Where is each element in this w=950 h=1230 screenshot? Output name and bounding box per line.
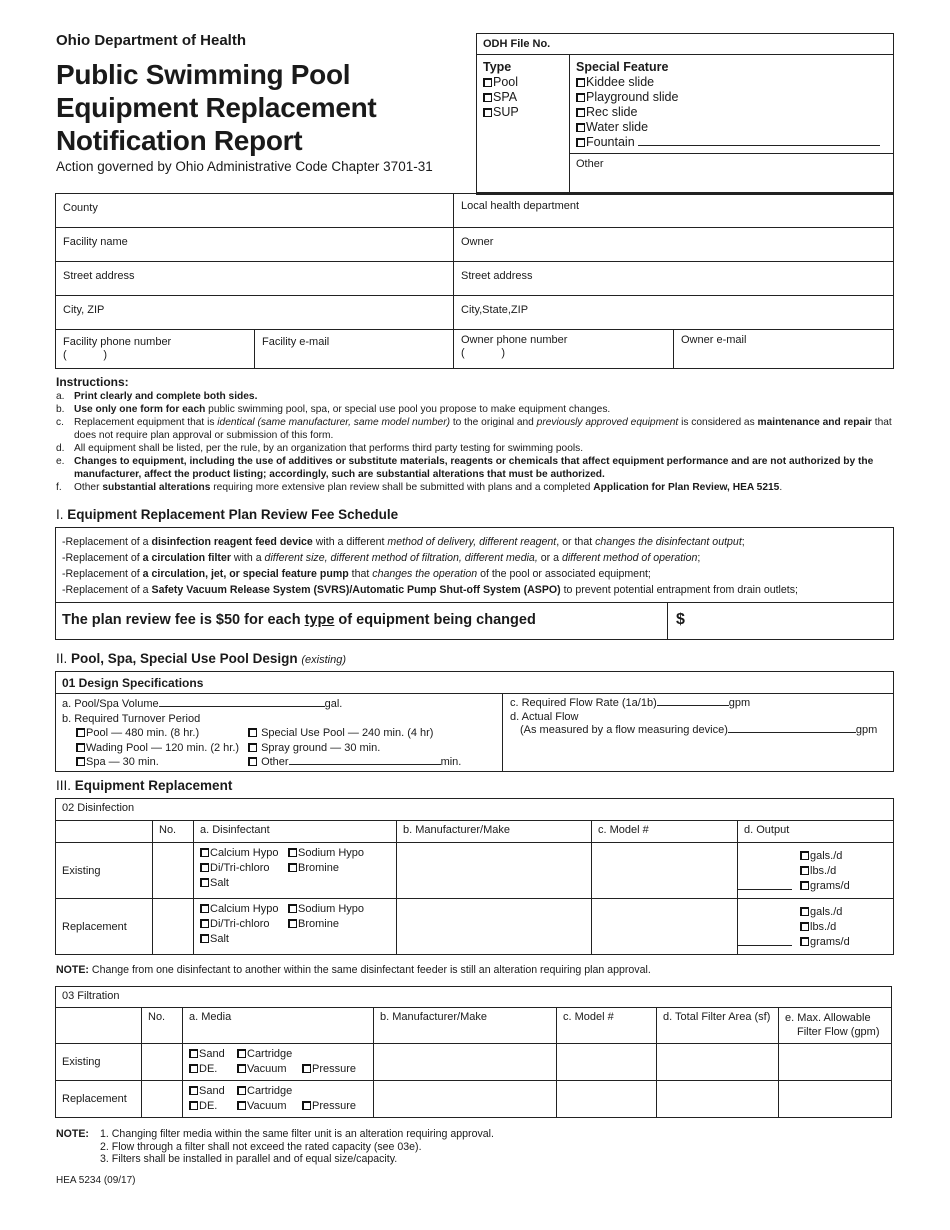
fee-statement — [56, 603, 668, 640]
design-left — [56, 694, 503, 772]
t: Calcium Hypo — [210, 847, 279, 859]
type-group — [477, 55, 570, 193]
turnover-left — [62, 726, 248, 770]
t: Application for Plan Review, HEA 5215 — [593, 482, 780, 493]
facility-email-field[interactable]: Facility e-mail — [255, 330, 454, 368]
checkbox-icon[interactable] — [483, 78, 492, 87]
type-spa[interactable] — [483, 90, 563, 105]
city-zip-left[interactable]: City, ZIP — [56, 296, 454, 329]
design-spec-title: 01 Design Specifications — [56, 672, 893, 694]
t: Safety Vacuum Release System (SVRS)/Automatic Pump Shut-off System (ASPO) — [151, 584, 561, 596]
checkbox-icon[interactable] — [200, 904, 209, 913]
t: Cartridge — [247, 1085, 293, 1097]
pool-volume-row — [62, 697, 496, 712]
disinfection-table — [55, 798, 894, 955]
t: Bromine — [298, 862, 339, 874]
sf-label: Fountain — [586, 135, 635, 149]
type-spa-label: SPA — [493, 90, 518, 104]
t: Sodium Hypo — [298, 847, 365, 859]
checkbox-icon[interactable] — [288, 904, 297, 913]
phone-parens: ( ) — [461, 347, 505, 359]
t: Salt — [210, 933, 229, 945]
model-cell[interactable] — [557, 1081, 657, 1118]
county-field[interactable]: County — [56, 194, 454, 227]
col-no: No. — [142, 1008, 183, 1044]
t: a circulation, jet, or special feature pump — [142, 568, 349, 580]
instruction-text: Changes to equipment, including the use of additives or substitute materials, reagents or chemicals that affect equipment performance and are not authorized by the manufacturer, affect the product listing; accordingly, such are substantial alterations that must be authorized. — [74, 456, 874, 480]
t: or a — [537, 552, 562, 564]
t: Pressure — [312, 1063, 357, 1075]
sf-label: Water slide — [586, 120, 649, 134]
manufacturer-cell[interactable] — [374, 1081, 557, 1118]
t: Calcium Hypo — [210, 903, 279, 915]
form-id: HEA 5234 (09/17) — [56, 1175, 136, 1186]
filtration-table — [55, 986, 892, 1118]
t: Spa — 30 min. — [86, 756, 159, 768]
instructions-heading: Instructions: — [56, 375, 129, 389]
checkbox-icon[interactable] — [237, 1101, 246, 1110]
max-flow-cell[interactable] — [779, 1081, 892, 1118]
type-sup[interactable] — [483, 105, 563, 120]
fee-amount-field[interactable]: $ — [676, 611, 685, 628]
actual-flow-row — [510, 724, 887, 738]
checkbox-icon[interactable] — [800, 937, 809, 946]
info-row — [56, 228, 893, 262]
disinfection-row-existing — [56, 843, 894, 899]
model-cell[interactable] — [557, 1044, 657, 1081]
title-line-2: Equipment Replacement — [56, 92, 377, 123]
col-blank — [56, 821, 153, 843]
instruction-e: e. Changes to equipment, including the use of additives or substitute materials, reagents or chemicals that affect equipment performance and are not authorized by the manufacturer, affect the product listing; accordingly, such are substantial alterations that must be authorized. — [56, 455, 896, 481]
col-media: a. Media — [183, 1008, 374, 1044]
filtration-title: 03 Filtration — [56, 987, 892, 1008]
checkbox-icon[interactable] — [576, 138, 585, 147]
t: Other — [261, 756, 289, 768]
manufacturer-cell[interactable] — [397, 843, 592, 899]
output-input[interactable] — [738, 889, 792, 890]
section-num: I. — [56, 507, 64, 522]
row-label: Replacement — [56, 899, 153, 955]
instruction-text: All equipment shall be listed, per the rule, by an organization that performs third party testing for swimming pools. — [74, 443, 584, 454]
sf-label: Playground slide — [586, 90, 679, 104]
sf-label: Rec slide — [586, 105, 638, 119]
checkbox-icon[interactable] — [576, 78, 585, 87]
checkbox-icon[interactable] — [800, 922, 809, 931]
t: (As measured by a flow measuring device) — [520, 724, 728, 736]
section-num: III. — [56, 778, 72, 793]
t: Pressure — [312, 1100, 357, 1112]
checkbox-icon[interactable] — [800, 866, 809, 875]
info-row — [56, 330, 893, 368]
fee-rule-2 — [62, 550, 887, 566]
t: lbs./d — [810, 865, 837, 877]
turnover-label: b. Required Turnover Period — [62, 712, 201, 725]
t: Cartridge — [247, 1048, 293, 1060]
filter-area-cell[interactable] — [657, 1044, 779, 1081]
checkbox-icon[interactable] — [302, 1101, 311, 1110]
type-pool[interactable] — [483, 75, 563, 90]
t: method of delivery, different reagent — [387, 536, 557, 548]
section-2-heading — [56, 651, 346, 666]
disinfectant-options — [194, 843, 397, 899]
checkbox-icon[interactable] — [483, 108, 492, 117]
type-pool-label: Pool — [493, 75, 519, 89]
instruction-a: a. Print clearly and complete both sides. — [56, 391, 258, 402]
col-model: c. Model # — [592, 821, 738, 843]
info-row — [56, 296, 893, 330]
t: ; — [741, 536, 745, 548]
model-cell[interactable] — [592, 843, 738, 899]
manufacturer-cell[interactable] — [374, 1044, 557, 1081]
output-input[interactable] — [738, 945, 792, 946]
t: previously approved equipment — [536, 417, 679, 428]
t: Wading Pool — 120 min. (2 hr.) — [86, 741, 240, 754]
t: Sand — [199, 1085, 225, 1097]
t: different size, different method of filtration, different media, — [264, 552, 538, 564]
filtration-row-existing — [56, 1044, 892, 1081]
facility-phone-label: Facility phone number — [63, 336, 172, 348]
col-output: d. Output — [738, 821, 894, 843]
checkbox-icon[interactable] — [200, 878, 209, 887]
no-cell[interactable] — [142, 1081, 183, 1118]
notes-list — [100, 1128, 494, 1166]
actual-flow-input[interactable] — [728, 732, 856, 733]
col-disinfectant: a. Disinfectant — [194, 821, 397, 843]
t: Di/Tri-chloro — [210, 862, 270, 874]
section-title: Equipment Replacement — [74, 778, 233, 793]
checkbox-icon[interactable] — [189, 1101, 198, 1110]
checkbox-icon[interactable] — [76, 743, 85, 752]
t: identical (same manufacturer, same model number) — [217, 417, 450, 428]
odh-file-no[interactable]: ODH File No. — [477, 34, 893, 55]
col-manufacturer: b. Manufacturer/Make — [374, 1008, 557, 1044]
t: Replacement equipment that is — [74, 417, 218, 428]
info-row — [56, 194, 893, 228]
t: lbs./d — [810, 921, 837, 933]
t: Di/Tri-chloro — [210, 918, 270, 930]
note-label: NOTE: — [56, 964, 89, 976]
owner-email-field[interactable]: Owner e-mail — [681, 334, 747, 346]
t: to the original and — [450, 417, 537, 428]
row-label: Existing — [56, 1044, 142, 1081]
t: Other — [74, 482, 103, 493]
t: e. Max. Allowable — [785, 1012, 871, 1024]
section-num: II. — [56, 651, 68, 666]
checkbox-icon[interactable] — [483, 93, 492, 102]
section-note: (existing) — [301, 654, 346, 666]
owner-field[interactable]: Owner — [461, 236, 494, 248]
col-model: c. Model # — [557, 1008, 657, 1044]
t: Special Use Pool — 240 min. (4 hr) — [261, 727, 434, 739]
checkbox-icon[interactable] — [76, 757, 85, 766]
t: changes the operation — [372, 568, 478, 580]
local-health-field[interactable]: Local health department — [461, 200, 580, 212]
note-item: 3. Filters shall be installed in parallel and of equal size/capacity. — [100, 1153, 398, 1165]
filtration-row-replacement — [56, 1081, 892, 1118]
sf-fountain[interactable] — [576, 135, 887, 150]
fee-rule-3 — [62, 566, 887, 582]
info-row — [56, 262, 893, 296]
t: gpm — [728, 697, 751, 709]
type-label: Type — [483, 60, 512, 74]
checkbox-icon[interactable] — [800, 881, 809, 890]
instruction-text: Print clearly and complete both sides. — [74, 391, 258, 402]
facility-info-table — [55, 193, 894, 369]
fee-row — [56, 603, 893, 640]
department-name: Ohio Department of Health — [56, 32, 247, 49]
note-text: Change from one disinfectant to another within the same disinfectant feeder is still an alteration requiring plan approval. — [88, 964, 651, 976]
model-cell[interactable] — [592, 899, 738, 955]
turnover-right — [248, 726, 496, 770]
t: a. Pool/Spa Volume — [62, 698, 159, 710]
street-address-right[interactable]: Street address — [461, 270, 533, 282]
t: with a different — [312, 536, 388, 548]
sf-kiddee-slide[interactable] — [576, 75, 887, 90]
checkbox-icon[interactable] — [576, 123, 585, 132]
pool-volume-input[interactable] — [159, 706, 325, 707]
t: maintenance and repair — [757, 417, 872, 428]
section-1-heading — [56, 507, 398, 522]
col-max-flow — [779, 1008, 892, 1044]
t: c. Required Flow Rate (1a/1b) — [510, 697, 657, 709]
sf-playground-slide[interactable] — [576, 90, 887, 105]
t: that does not require plan approval or submission of this form. — [74, 417, 892, 441]
t: Spray ground — 30 min. — [261, 741, 381, 754]
t: grams/d — [810, 936, 850, 948]
t: min. — [440, 756, 462, 768]
filter-area-cell[interactable] — [657, 1081, 779, 1118]
checkbox-icon[interactable] — [576, 93, 585, 102]
row-label: Existing — [56, 843, 153, 899]
no-cell[interactable] — [153, 899, 194, 955]
design-spec-box — [55, 671, 894, 772]
checkbox-icon[interactable] — [302, 1064, 311, 1073]
other-min-input[interactable] — [289, 764, 441, 765]
fee-rule-1 — [62, 534, 887, 550]
sf-label: Kiddee slide — [586, 75, 655, 89]
section-3-heading — [56, 778, 232, 793]
owner-phone-label: Owner phone number — [461, 334, 568, 346]
t: a circulation filter — [142, 552, 231, 564]
filtration-notes — [56, 1128, 494, 1166]
instruction-c: c. Replacement equipment that is identical (same manufacturer, same model number) to the original and previously approved equipment is considered as maintenance and repair that does not require plan approval or submission of this form. — [56, 417, 892, 441]
t: Vacuum — [247, 1100, 287, 1112]
checkbox-icon[interactable] — [200, 934, 209, 943]
turnover-other[interactable] — [248, 755, 496, 770]
checkbox-icon[interactable] — [800, 907, 809, 916]
t: Bromine — [298, 918, 339, 930]
t: gal. — [324, 698, 343, 710]
sf-rec-slide[interactable] — [576, 105, 887, 120]
col-filter-area: d. Total Filter Area (sf) — [657, 1008, 779, 1044]
t: The plan review fee is $50 for each — [62, 612, 305, 628]
checkbox-icon[interactable] — [200, 848, 209, 857]
t: DE. — [199, 1063, 218, 1075]
t: -Replacement of — [62, 568, 143, 580]
disinfection-row-replacement — [56, 899, 894, 955]
flow-rate-row — [510, 697, 887, 711]
checkbox-icon[interactable] — [288, 863, 297, 872]
turnover-spa[interactable] — [76, 755, 248, 770]
col-blank — [56, 1008, 142, 1044]
facility-name-field[interactable]: Facility name — [56, 228, 454, 261]
phone-parens: ( ) — [63, 349, 107, 361]
media-options — [183, 1081, 374, 1118]
t: of the pool or associated equipment; — [477, 568, 651, 580]
t: gpm — [855, 724, 878, 736]
checkbox-icon[interactable] — [76, 728, 85, 737]
row-label: Replacement — [56, 1081, 142, 1118]
t: type — [304, 612, 335, 628]
turnover-options — [62, 726, 496, 770]
fountain-line[interactable] — [638, 145, 880, 146]
checkbox-icon[interactable] — [576, 108, 585, 117]
title-line-3: Notification Report — [56, 125, 303, 156]
t: disinfection reagent feed device — [151, 536, 313, 548]
checkbox-icon[interactable] — [237, 1086, 246, 1095]
turnover-sup[interactable] — [248, 726, 496, 741]
media-options — [183, 1044, 374, 1081]
checkbox-icon[interactable] — [248, 728, 257, 737]
t: grams/d — [810, 880, 850, 892]
t: with a — [230, 552, 265, 564]
t: -Replacement of a — [62, 536, 152, 548]
checkbox-icon[interactable] — [189, 1086, 198, 1095]
t: is considered as — [678, 417, 758, 428]
fee-rule-4 — [62, 582, 887, 598]
checkbox-icon[interactable] — [189, 1049, 198, 1058]
no-cell[interactable] — [153, 843, 194, 899]
t: changes the disinfectant output — [595, 536, 742, 548]
flow-rate-input[interactable] — [657, 705, 729, 706]
t: ; — [697, 552, 701, 564]
instruction-bold: Use only one form for each — [74, 404, 206, 415]
title-line-1: Public Swimming Pool — [56, 59, 351, 90]
checkbox-icon[interactable] — [189, 1064, 198, 1073]
instruction-f: f. Other substantial alterations requiring more extensive plan review shall be submitted with plans and a completed Application for Plan Review, HEA 5215. — [56, 482, 783, 493]
no-cell[interactable] — [142, 1044, 183, 1081]
type-sup-label: SUP — [493, 105, 519, 119]
note-item: 2. Flow through a filter shall not exceed the rated capacity (see 03e). — [100, 1140, 422, 1153]
checkbox-icon[interactable] — [800, 851, 809, 860]
turnover-wading[interactable] — [76, 741, 248, 756]
t: DE. — [199, 1100, 218, 1112]
t: gals./d — [810, 906, 843, 918]
page-title — [56, 58, 376, 157]
t: Filter Flow (gpm) — [797, 1026, 880, 1038]
t: of equipment being changed — [334, 612, 536, 628]
t: to prevent potential entrapment from drain outlets; — [560, 584, 798, 596]
t: , or that — [556, 536, 596, 548]
actual-flow-label: d. Actual Flow — [510, 710, 579, 723]
checkbox-icon[interactable] — [200, 919, 209, 928]
t: Vacuum — [247, 1063, 287, 1075]
t: substantial alterations — [102, 482, 211, 493]
t: -Replacement of a — [62, 584, 152, 596]
t: requiring more extensive plan review shall be submitted with plans and a completed — [210, 482, 594, 493]
special-feature-label: Special Feature — [576, 60, 669, 74]
checkbox-icon[interactable] — [200, 863, 209, 872]
col-no: No. — [153, 821, 194, 843]
street-address-left[interactable]: Street address — [56, 262, 454, 295]
manufacturer-cell[interactable] — [397, 899, 592, 955]
checkbox-icon[interactable] — [248, 743, 257, 752]
facility-phone-field[interactable] — [56, 330, 255, 368]
turnover-pool[interactable] — [76, 726, 248, 741]
subtitle: Action governed by Ohio Administrative Code Chapter 3701-31 — [56, 159, 433, 174]
other-field[interactable]: Other — [570, 153, 893, 193]
checkbox-icon[interactable] — [288, 848, 297, 857]
sf-water-slide[interactable] — [576, 120, 887, 135]
section-title: Pool, Spa, Special Use Pool Design — [71, 651, 298, 666]
instructions — [56, 376, 896, 494]
special-feature-group — [570, 55, 893, 153]
turnover-spray[interactable] — [248, 741, 496, 756]
t: Sand — [199, 1048, 225, 1060]
city-state-zip-right[interactable]: City,State,ZIP — [461, 304, 529, 316]
t: different method of operation — [561, 552, 698, 564]
disinfection-title: 02 Disinfection — [56, 799, 894, 821]
t: Pool — 480 min. (8 hr.) — [86, 727, 200, 739]
disinfection-note — [56, 964, 651, 976]
note-item: 1. Changing filter media within the same filter unit is an alteration requiring approval. — [100, 1128, 494, 1140]
checkbox-icon[interactable] — [248, 757, 257, 766]
checkbox-icon[interactable] — [288, 919, 297, 928]
checkbox-icon[interactable] — [237, 1049, 246, 1058]
output-options — [738, 899, 894, 955]
fee-schedule-box — [55, 527, 894, 640]
t: . — [779, 482, 783, 493]
disinfectant-options — [194, 899, 397, 955]
instruction-b: b. Use only one form for each public swimming pool, spa, or special use pool you propose to make equipment changes. — [56, 404, 611, 415]
section-title: Equipment Replacement Plan Review Fee Schedule — [67, 507, 399, 522]
t: gals./d — [810, 850, 843, 862]
checkbox-icon[interactable] — [237, 1064, 246, 1073]
instruction-text: public swimming pool, spa, or special use pool you propose to make equipment changes. — [205, 404, 611, 415]
design-right — [504, 694, 893, 772]
fee-rules — [56, 528, 893, 603]
t: Sodium Hypo — [298, 903, 365, 915]
t: that — [348, 568, 373, 580]
note-label: NOTE: — [56, 1128, 89, 1140]
owner-phone-field[interactable] — [454, 330, 674, 368]
instruction-d: d. All equipment shall be listed, per the rule, by an organization that performs third party testing for swimming pools. — [56, 443, 584, 454]
odh-box — [476, 33, 894, 195]
max-flow-cell[interactable] — [779, 1044, 892, 1081]
output-options — [738, 843, 894, 899]
t: -Replacement of — [62, 552, 143, 564]
col-manufacturer: b. Manufacturer/Make — [397, 821, 592, 843]
t: Salt — [210, 877, 229, 889]
